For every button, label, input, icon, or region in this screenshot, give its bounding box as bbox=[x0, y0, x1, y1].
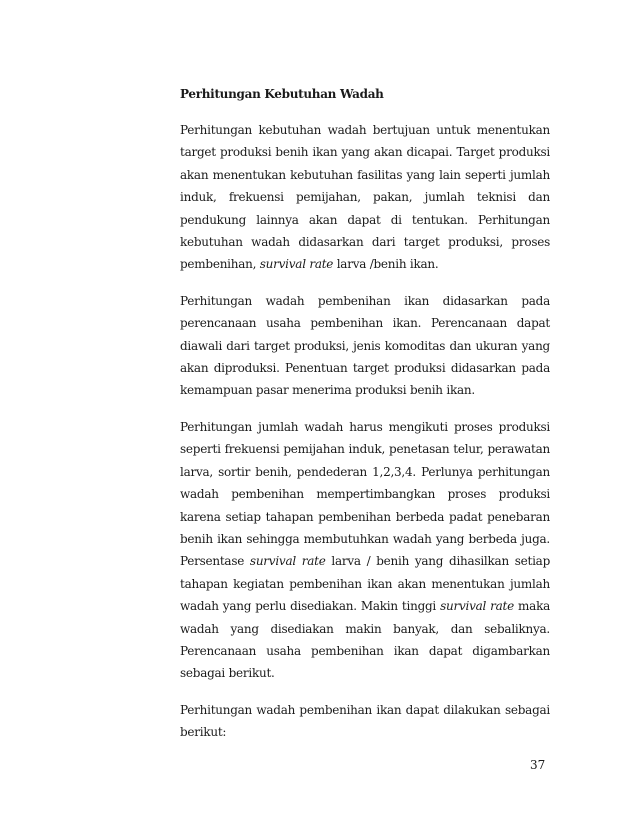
paragraph-3-italic-term-2: survival rate bbox=[440, 599, 514, 614]
paragraph-3 bbox=[180, 416, 550, 685]
paragraph-3-text-c: maka wadah yang disediakan makin banyak, dan sebaliknya. Perencanaan usaha pembenihan ikan dapat digambarkan sebagai berikut. bbox=[180, 599, 550, 681]
paragraph-3-italic-term-1: survival rate bbox=[249, 554, 326, 569]
paragraph-1-italic-term: survival rate bbox=[259, 257, 334, 272]
paragraph-2-text: Perhitungan wadah pembenihan ikan didasarkan pada perencanaan usaha pembenihan ikan. Perencanaan dapat diawali dari target produksi, jenis komoditas dan ukuran yang akan diproduksi. Penentuan target produksi didasarkan pada kemampuan pasar menerima produksi benih ikan. bbox=[180, 293, 550, 398]
section-heading: Perhitungan Kebutuhan Wadah bbox=[180, 87, 384, 101]
paragraph-1-text-b: larva /benih ikan. bbox=[333, 257, 439, 272]
paragraph-2 bbox=[180, 290, 550, 402]
paragraph-4 bbox=[180, 699, 550, 744]
page-body bbox=[180, 86, 550, 758]
paragraph-3-text-a: Perhitungan jumlah wadah harus mengikuti proses produksi seperti frekuensi pemijahan induk, penetasan telur, perawatan larva, sortir benih, pendederan 1,2,3,4. Perlunya perhitungan wadah pembenihan mempertimbangkan proses produksi karena setiap tahapan pembenihan berbeda padat penebaran benih ikan sehingga membutuhkan wadah yang berbeda juga. Persentase bbox=[180, 419, 550, 569]
paragraph-3-text-b: larva / benih yang dihasilkan setiap tahapan kegiatan pembenihan ikan akan menentukan jumlah wadah yang perlu disediakan. Makin tinggi bbox=[180, 554, 550, 614]
page-number: 37 bbox=[530, 758, 546, 772]
paragraph-4-text: Perhitungan wadah pembenihan ikan dapat dilakukan sebagai berikut: bbox=[180, 702, 550, 740]
paragraph-1 bbox=[180, 119, 550, 276]
paragraph-1-text-a: Perhitungan kebutuhan wadah bertujuan untuk menentukan target produksi benih ikan yang akan dicapai. Target produksi akan menentukan kebutuhan fasilitas yang lain seperti jumlah induk, frekuensi pemijahan, pakan, jumlah teknisi dan pendukung lainnya akan dapat di tentukan. Perhitungan kebutuhan wadah didasarkan dari target produksi, proses pembenihan, bbox=[180, 123, 550, 272]
